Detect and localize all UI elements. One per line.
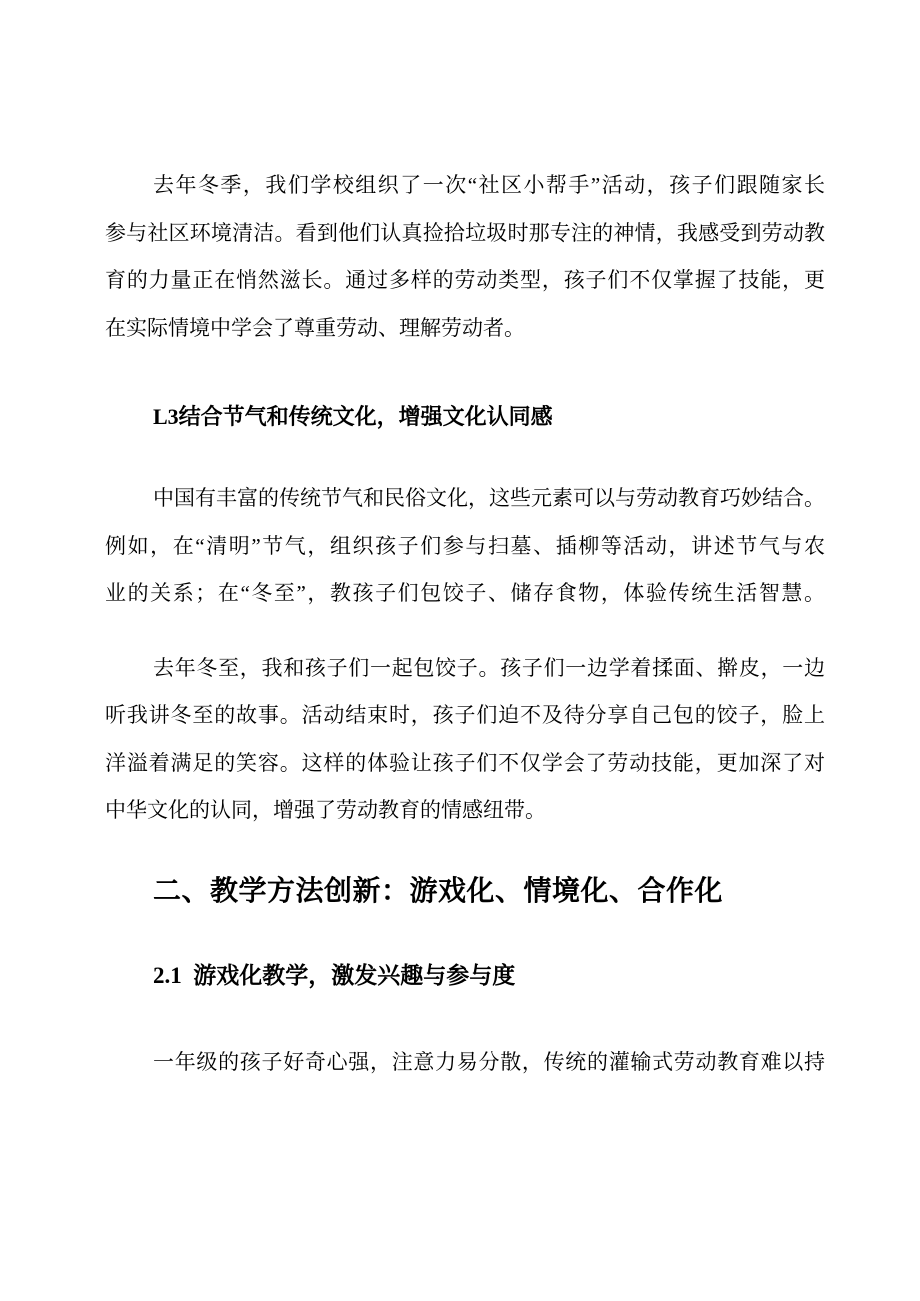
paragraph [105,645,825,835]
heading-main: 二、教学方法创新：游戏化、情境化、合作化 [153,874,724,906]
text-line: 去年冬至，我和孩子们一起包饺子。孩子们一边学着揉面、擀皮，一边 [153,655,825,680]
text-line: 中国有丰富的传统节气和民俗文化，这些元素可以与劳动教育巧妙结合。 [153,486,825,510]
text-line: 例如，在“清明”节气，组织孩子们参与扫墓、插柳等活动，讲述节气与农 [105,533,825,558]
text-line: 育的力量正在悄然滋长。通过多样的劳动类型，孩子们不仅掌握了技能，更 [105,268,825,292]
heading-sub2: 2.1 游戏化教学，激发兴趣与参与度 [153,962,516,988]
document-content [105,0,825,1086]
text-line: 洋溢着满足的笑容。这样的体验让孩子们不仅学会了劳动技能，更加深了对 [105,750,825,775]
text-line: 一年级的孩子好奇心强，注意力易分散，传统的灌输式劳动教育难以持 [153,1049,825,1074]
text-line: 参与社区环境清洁。看到他们认真捡拾垃圾时那专注的神情，我感受到劳动教 [105,220,825,245]
paragraph [105,1039,825,1087]
paragraph [105,475,825,618]
heading-sub: L3结合节气和传统文化，增强文化认同感 [153,404,553,429]
text-line: 中华文化的认同，增强了劳动教育的情感纽带。 [105,798,546,822]
text-line: 在实际情境中学会了尊重劳动、理解劳动者。 [105,315,525,340]
text-line: 业的关系；在“冬至”，教孩子们包饺子、储存食物，体验传统生活智慧。 [105,581,825,605]
text-line: 去年冬季，我们学校组织了一次“社区小帮手”活动，孩子们跟随家长 [153,173,825,197]
text-line: 听我讲冬至的故事。活动结束时，孩子们迫不及待分享自己包的饺子，脸上 [105,703,825,727]
paragraph [105,162,825,352]
